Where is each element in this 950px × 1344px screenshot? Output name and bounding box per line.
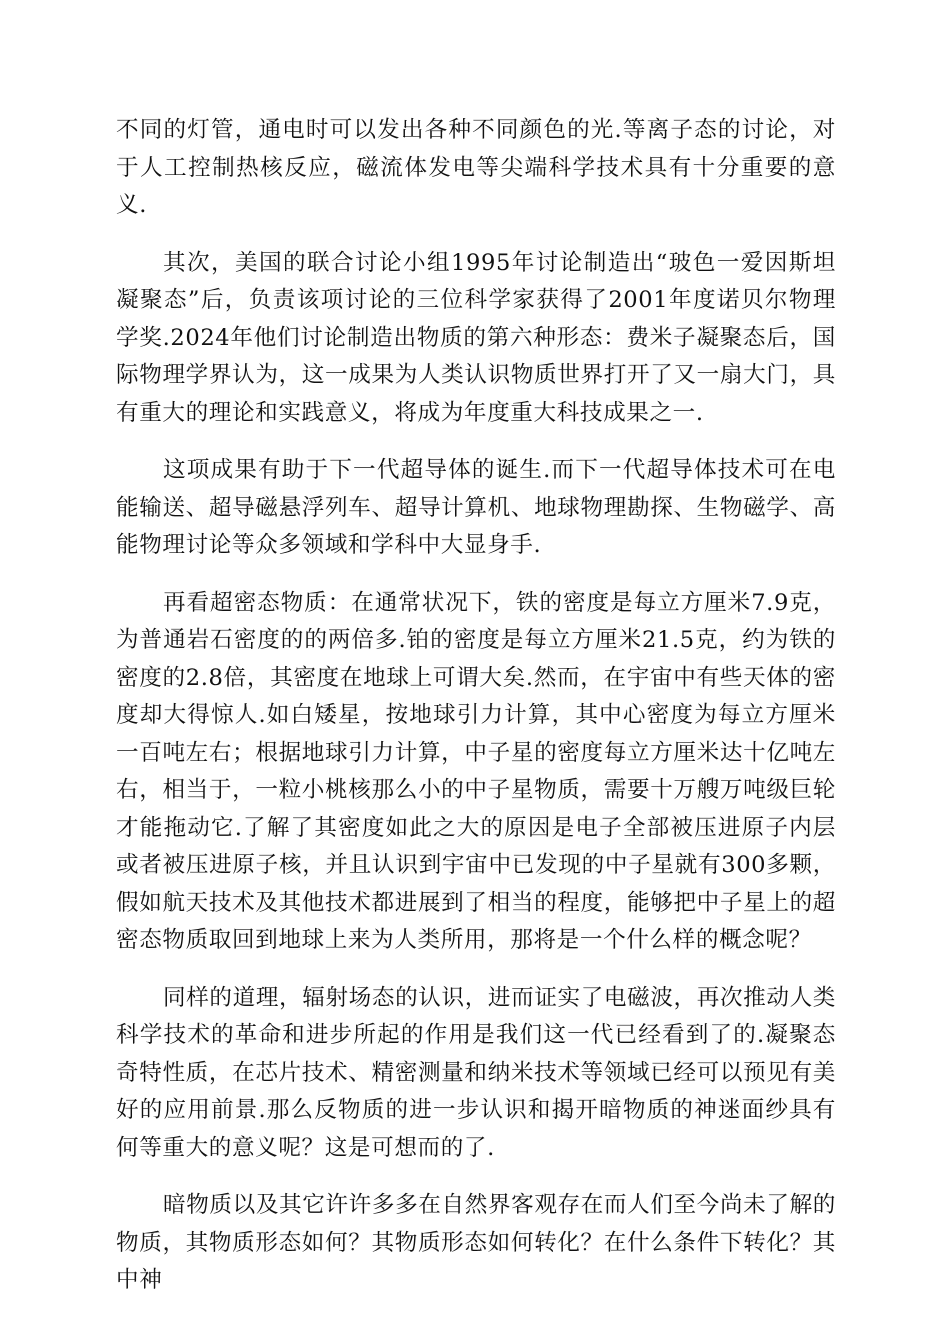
paragraph-continuation: 不同的灯管，通电时可以发出各种不同颜色的光.等离子态的讨论，对于人工控制热核反应，磁流体发电等尖端科学技术具有十分重要的意义. bbox=[116, 117, 836, 218]
paragraph-superdense-matter: 再看超密态物质：在通常状况下，铁的密度是每立方厘米7.9克，为普通岩石密度的的两倍多.铂的密度是每立方厘米21.5克，约为铁的密度的2.8倍，其密度在地球上可谓大矣.然而，在宇宙中有些天体的密度却大得惊人.如白矮星，按地球引力计算，其中心密度为每立方厘米一百吨左右；根据地球引力计算，中子星的密度每立方厘米达十亿吨左右，相当于，一粒小桃核那么小的中子星物质，需要十万艘万吨级巨轮才能拖动它.了解了其密度如此之大的原因是电子全部被压进原子内层或者被压进原子核，并且认识到宇宙中已发现的中子星就有300多颗，假如航天技术及其他技术都进展到了相当的程度，能够把中子星上的超密态物质取回到地球上来为人类所用，那将是一个什么样的概念呢？ bbox=[116, 589, 836, 953]
document-body bbox=[116, 112, 836, 1320]
paragraph-dark-matter: 暗物质以及其它许许多多在自然界客观存在而人们至今尚未了解的物质，其物质形态如何？其物质形态如何转化？在什么条件下转化？其中神 bbox=[116, 1192, 836, 1293]
paragraph-bose-einstein: 其次，美国的联合讨论小组1995年讨论制造出“玻色一爱因斯坦凝聚态”后，负责该项讨论的三位科学家获得了2001年度诺贝尔物理学奖.2024年他们讨论制造出物质的第六种形态：费米子凝聚态后，国际物理学界认为，这一成果为人类认识物质世界打开了又一扇大门，具有重大的理论和实践意义，将成为年度重大科技成果之一. bbox=[116, 249, 836, 426]
paragraph-superconductor: 这项成果有助于下一代超导体的诞生.而下一代超导体技术可在电能输送、超导磁悬浮列车、超导计算机、地球物理勘探、生物磁学、高能物理讨论等众多领域和学科中大显身手. bbox=[116, 457, 836, 558]
paragraph-radiation-field: 同样的道理，辐射场态的认识，进而证实了电磁波，再次推动人类科学技术的革命和进步所起的作用是我们这一代已经看到了的.凝聚态奇特性质，在芯片技术、精密测量和纳米技术等领域已经可以预见有美好的应用前景.那么反物质的进一步认识和揭开暗物质的神迷面纱具有何等重大的意义呢？这是可想而的了. bbox=[116, 984, 836, 1161]
